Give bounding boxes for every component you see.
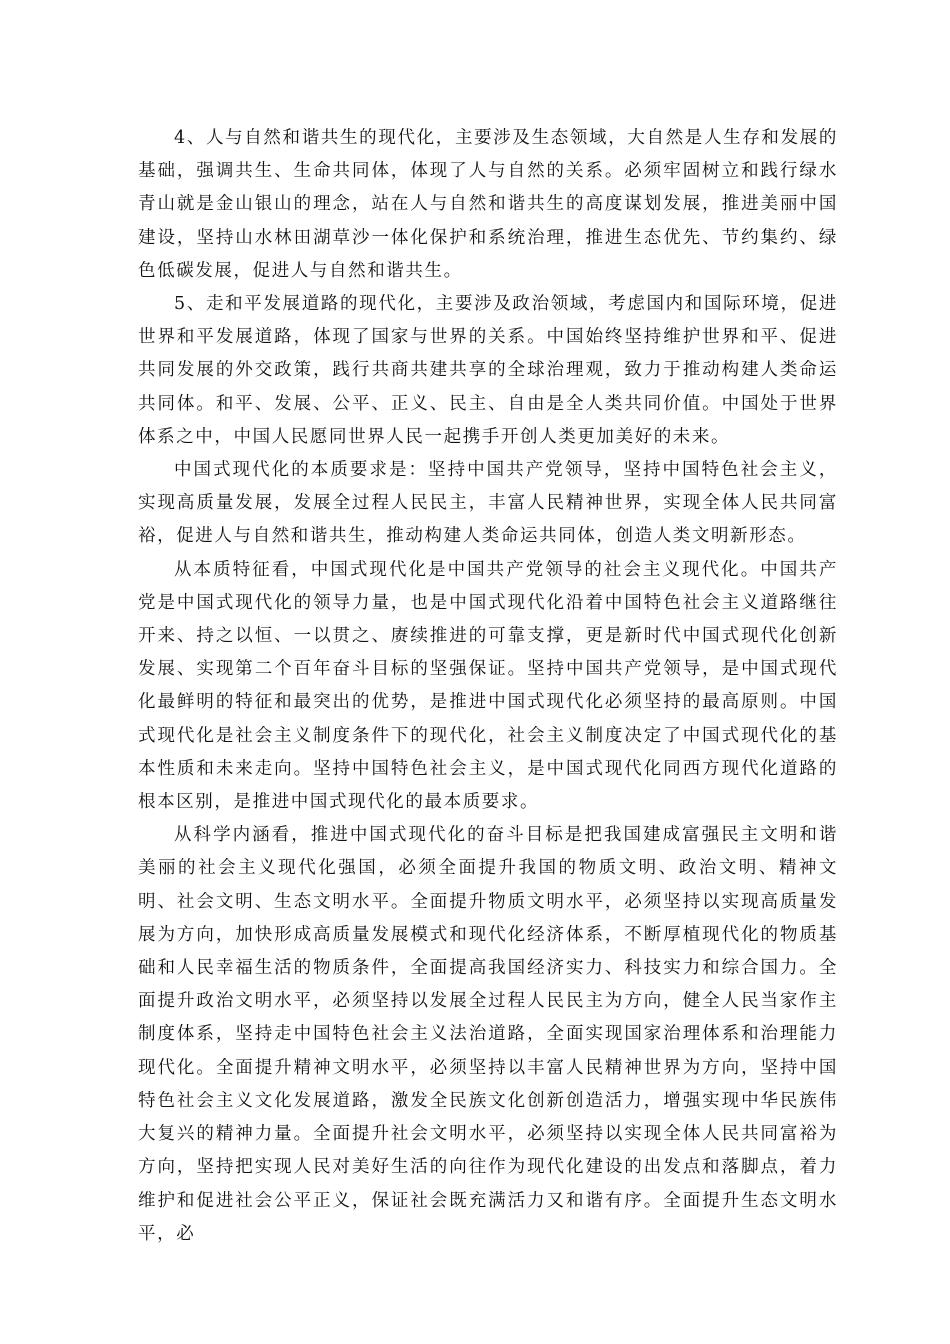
paragraph-peaceful-development: 5、走和平发展道路的现代化，主要涉及政治领域，考虑国内和国际环境，促进世界和平发展道路，体现了国家与世界的关系。中国始终坚持维护世界和平、促进共同发展的外交政策，践行共商共建共享的全球治理观，致力于推动构建人类命运共同体。和平、发展、公平、正义、民主、自由是全人类共同价值。中国处于世界体系之中，中国人民愿同世界人民一起携手开创人类更加美好的未来。 (138, 294, 838, 447)
paragraph-harmony-with-nature: 4、人与自然和谐共生的现代化，主要涉及生态领域，大自然是人生存和发展的基础，强调共生、生命共同体，体现了人与自然的关系。必须牢固树立和践行绿水青山就是金山银山的理念，站在人与自然和谐共生的高度谋划发展，推进美丽中国建设，坚持山水林田湖草沙一体化保护和系统治理，推进生态优先、节约集约、绿色低碳发展，促进人与自然和谐共生。 (138, 128, 838, 281)
document-page (138, 122, 838, 1251)
paragraph-scientific-connotation: 从科学内涵看，推进中国式现代化的奋斗目标是把我国建成富强民主文明和谐美丽的社会主义现代化强国，必须全面提升我国的物质文明、政治文明、精神文明、社会文明、生态文明水平。全面提升物质文明水平，必须坚持以实现高质量发展为方向，加快形成高质量发展模式和现代化经济体系，不断厚植现代化的物质基础和人民幸福生活的物质条件，全面提高我国经济实力、科技实力和综合国力。全面提升政治文明水平，必须坚持以发展全过程人民民主为方向，健全人民当家作主制度体系，坚持走中国特色社会主义法治道路，全面实现国家治理体系和治理能力现代化。全面提升精神文明水平，必须坚持以丰富人民精神世界为方向，坚持中国特色社会主义文化发展道路，激发全民族文化创新创造活力，增强实现中华民族伟大复兴的精神力量。全面提升社会文明水平，必须坚持以实现全体人民共同富裕为方向，坚持把实现人民对美好生活的向往作为现代化建设的出发点和落脚点，着力维护和促进社会公平正义，保证社会既充满活力又和谐有序。全面提升生态文明水平，必 (138, 825, 838, 1244)
paragraph-essential-characteristics: 从本质特征看，中国式现代化是中国共产党领导的社会主义现代化。中国共产党是中国式现代化的领导力量，也是中国式现代化沿着中国特色社会主义道路继往开来、持之以恒、一以贯之、赓续推进的可靠支撑，更是新时代中国式现代化创新发展、实现第二个百年奋斗目标的坚强保证。坚持中国共产党领导，是中国式现代化最鲜明的特征和最突出的优势，是推进中国式现代化必须坚持的最高原则。中国式现代化是社会主义制度条件下的现代化，社会主义制度决定了中国式现代化的基本性质和未来走向。坚持中国特色社会主义，是中国式现代化同西方现代化道路的根本区别，是推进中国式现代化的最本质要求。 (138, 559, 838, 813)
paragraph-essential-requirements: 中国式现代化的本质要求是：坚持中国共产党领导，坚持中国特色社会主义，实现高质量发展，发展全过程人民民主，丰富人民精神世界，实现全体人民共同富裕，促进人与自然和谐共生，推动构建人类命运共同体，创造人类文明新形态。 (138, 460, 838, 547)
